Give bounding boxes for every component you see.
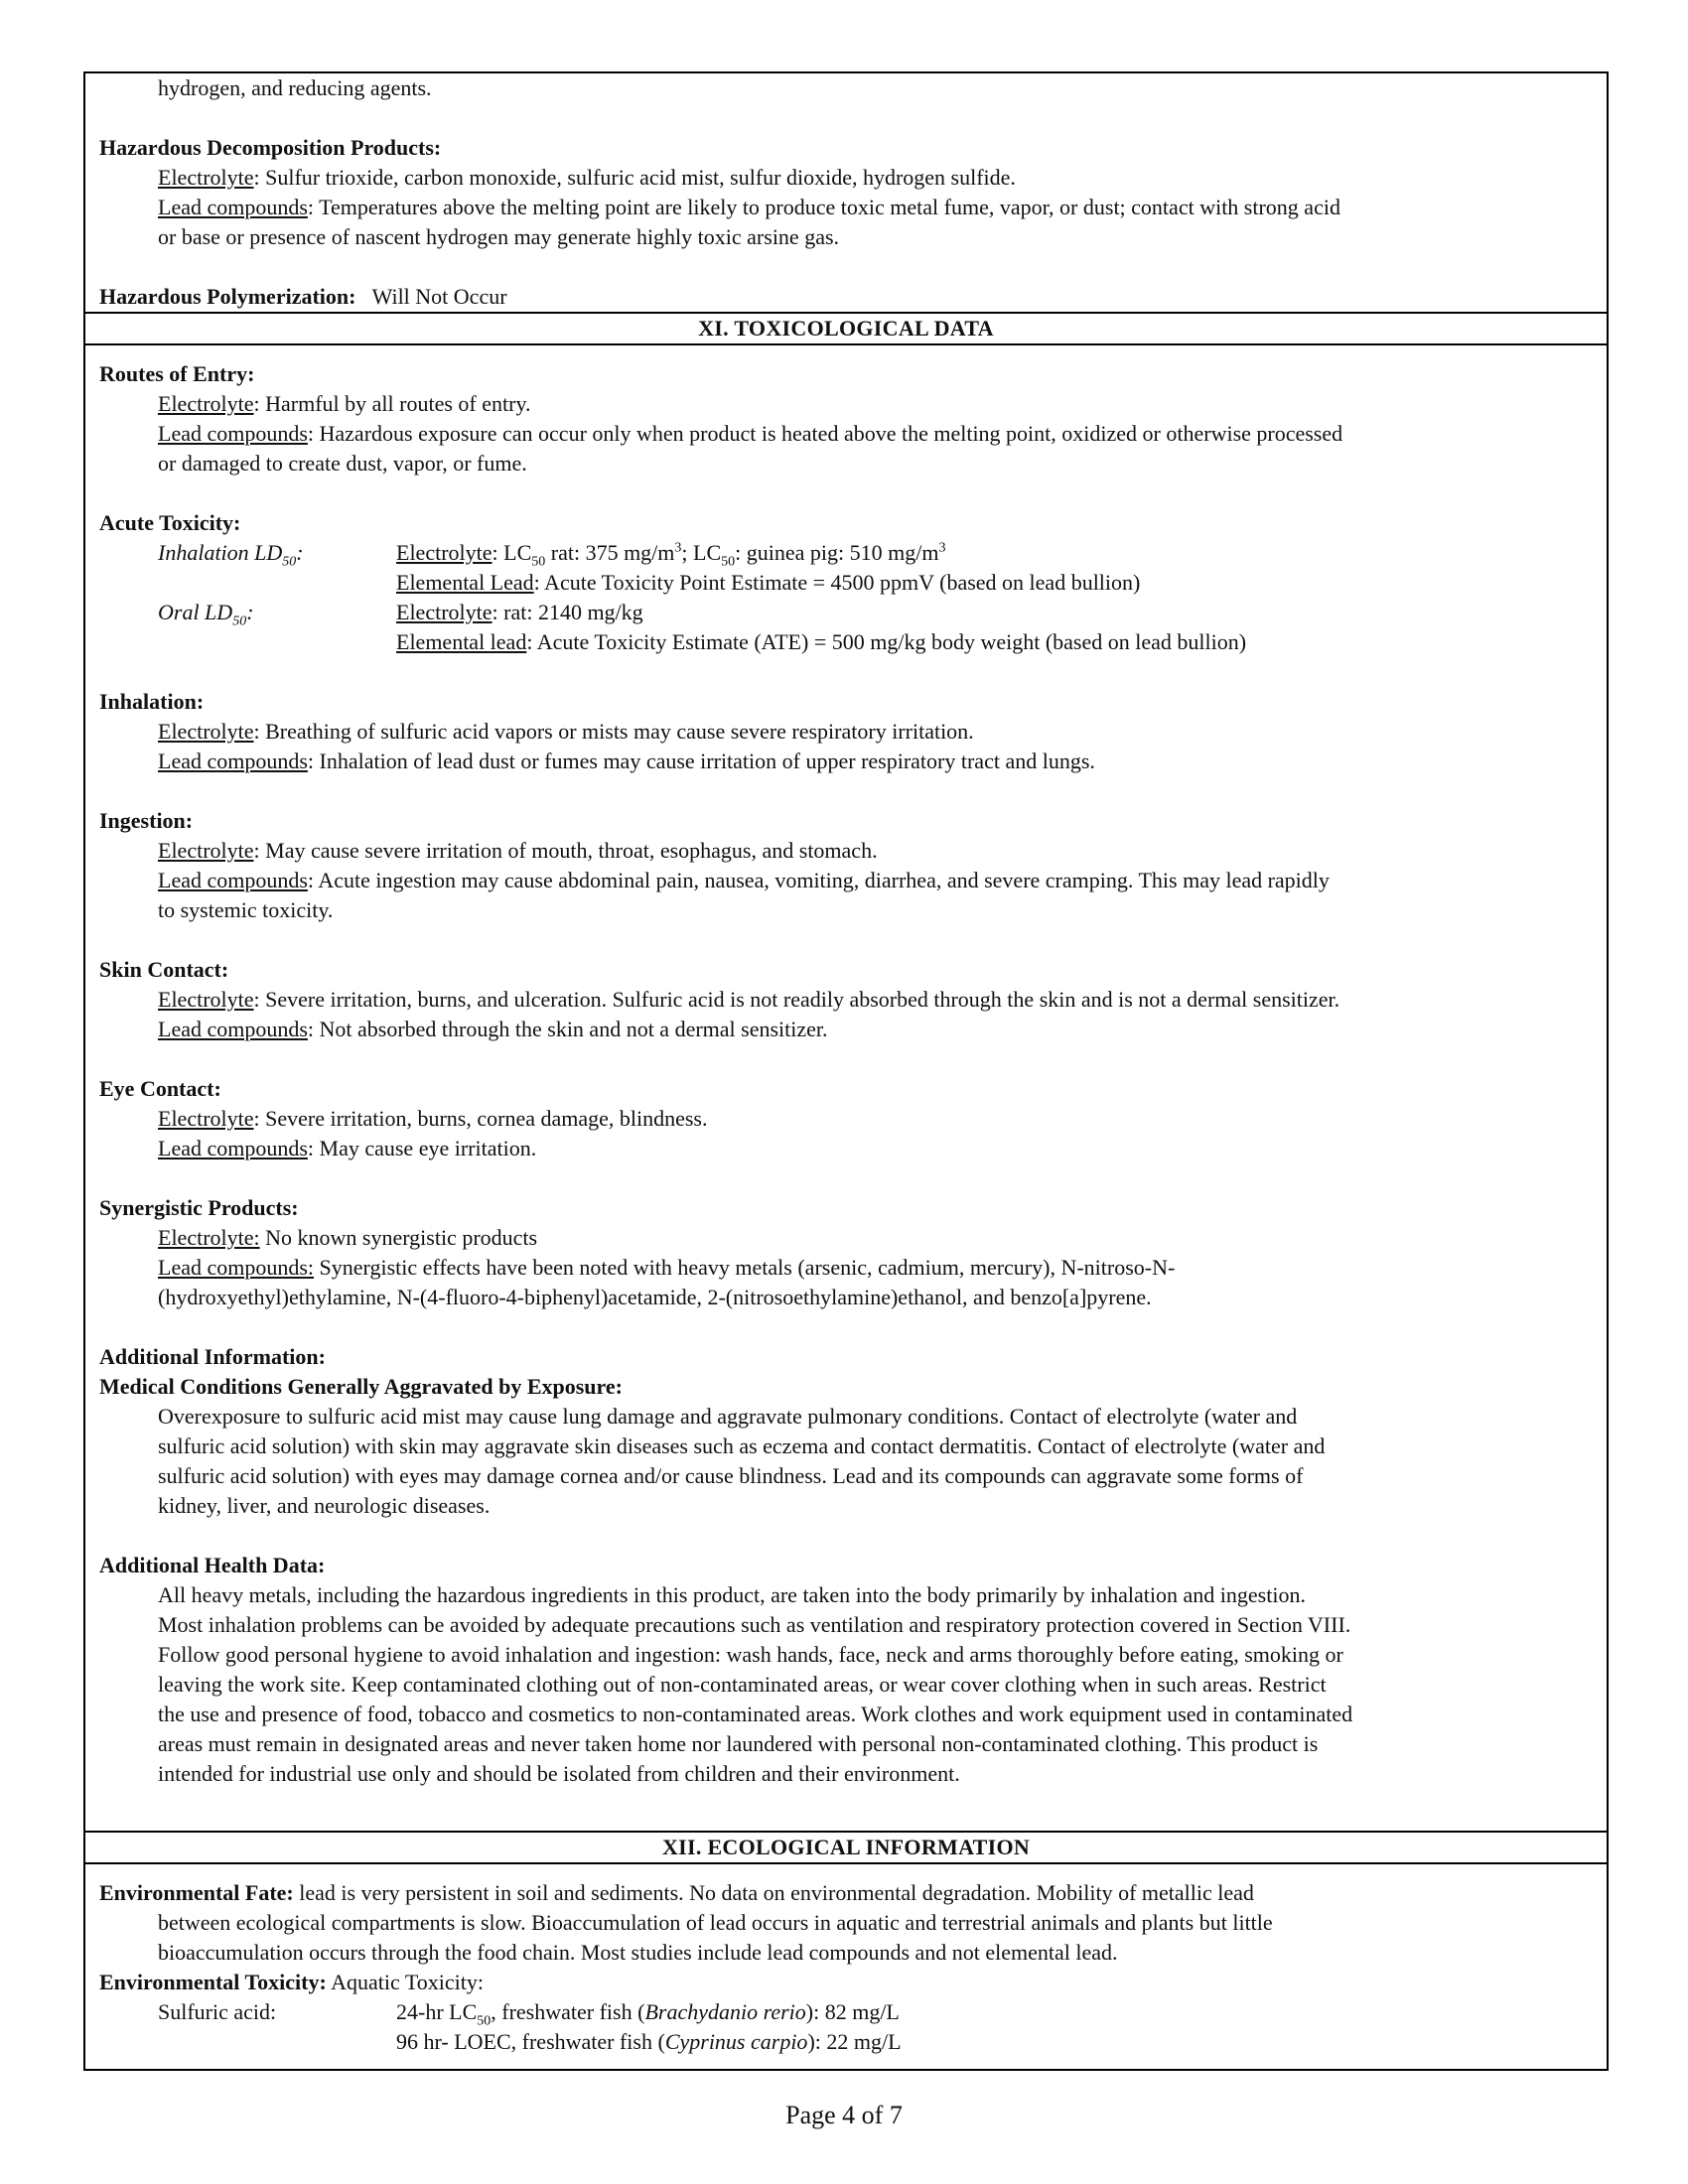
health-line: All heavy metals, including the hazardous ingredients in this product, are taken into the body primarily by inhalation and ingestion. — [158, 1582, 1306, 1607]
oral-elemental-lead: Elemental lead: Acute Toxicity Estimate (ATE) = 500 mg/kg body weight (based on lead bullion) — [396, 629, 1247, 654]
health-line: leaving the work site. Keep contaminated clothing out of non-contaminated areas, or wear cover clothing when in such areas. Restrict — [158, 1672, 1327, 1697]
health-title: Additional Health Data: — [99, 1553, 326, 1577]
environmental-fate: Environmental Fate: lead is very persistent in soil and sediments. No data on environmental degradation. Mobility of metallic lead — [99, 1880, 1254, 1905]
additional-line: kidney, liver, and neurologic diseases. — [158, 1493, 491, 1518]
eye-title: Eye Contact: — [99, 1076, 221, 1101]
eye-lead: Lead compounds: May cause eye irritation. — [158, 1136, 537, 1160]
toxicity-row: 24-hr $LC_{50}$, freshwater fish (Brachydanio rerio): 82 mg/L — [396, 1999, 900, 2029]
routes-title: Routes of Entry: — [99, 361, 255, 386]
eye-electrolyte: Electrolyte: Severe irritation, burns, cornea damage, blindness. — [158, 1106, 708, 1131]
health-line: areas must remain in designated areas and never taken home nor laundered with personal non-contaminated clothing. This product is — [158, 1731, 1319, 1756]
oral-electrolyte: Electrolyte: rat: 2140 mg/kg — [396, 600, 643, 624]
inhalation-lead: Lead compounds: Inhalation of lead dust or fumes may cause irritation of upper respiratory tract and lungs. — [158, 749, 1095, 773]
skin-lead: Lead compounds: Not absorbed through the skin and not a dermal sensitizer. — [158, 1017, 828, 1041]
environmental-toxicity: Environmental Toxicity: Aquatic Toxicity: — [99, 1970, 484, 1994]
inhalation-ld50-label: Inhalation $LD_{50}$: — [158, 540, 304, 570]
section-xi-heading: XI. TOXICOLOGICAL DATA — [85, 312, 1607, 345]
ingestion-title: Ingestion: — [99, 808, 194, 833]
acute-electrolyte-inhalation: Electrolyte: $LC_{50}$ rat: 375 $mg/m^3$; $LC_{50}$: guinea pig: 510 $mg/m^3$ — [396, 540, 946, 570]
health-line: the use and presence of food, tobacco and cosmetics to non-contaminated areas. Work clothes and work equipment used in contaminated — [158, 1702, 1353, 1726]
routes-lead: Lead compounds: Hazardous exposure can occur only when product is heated above the melting point, oxidized or otherwise processed — [158, 421, 1343, 446]
additional-line: Overexposure to sulfuric acid mist may cause lung damage and aggravate pulmonary conditions. Contact of electrolyte (water and — [158, 1404, 1298, 1429]
routes-lead-cont: or damaged to create dust, vapor, or fume. — [158, 451, 527, 476]
skin-electrolyte: Electrolyte: Severe irritation, burns, and ulceration. Sulfuric acid is not readily absorbed through the skin and is not a dermal sensitizer. — [158, 987, 1340, 1012]
health-line: intended for industrial use only and should be isolated from children and their environment. — [158, 1761, 960, 1786]
acute-title: Acute Toxicity: — [99, 510, 241, 535]
decomposition-lead-cont: or base or presence of nascent hydrogen may generate highly toxic arsine gas. — [158, 224, 840, 249]
decomposition-lead: Lead compounds: Temperatures above the melting point are likely to produce toxic metal fume, vapor, or dust; contact with strong acid — [158, 195, 1340, 219]
additional-title: Additional Information: — [99, 1344, 326, 1369]
additional-line: sulfuric acid solution) with eyes may damage cornea and/or cause blindness. Lead and its compounds can aggravate some forms of — [158, 1463, 1304, 1488]
decomposition-electrolyte: Electrolyte: Sulfur trioxide, carbon monoxide, sulfuric acid mist, sulfur dioxide, hydrogen sulfide. — [158, 165, 1016, 190]
ingestion-lead: Lead compounds: Acute ingestion may cause abdominal pain, nausea, vomiting, diarrhea, and severe cramping. This may lead rapidly — [158, 868, 1330, 892]
page-number: Page 4 of 7 — [785, 2101, 903, 2129]
skin-title: Skin Contact: — [99, 957, 229, 982]
document-frame — [83, 71, 1609, 2071]
synergy-electrolyte: Electrolyte: No known synergistic products — [158, 1225, 538, 1250]
ingestion-electrolyte: Electrolyte: May cause severe irritation of mouth, throat, esophagus, and stomach. — [158, 838, 878, 863]
sulfuric-acid-label: Sulfuric acid: — [158, 1999, 277, 2024]
environmental-fate-line: bioaccumulation occurs through the food chain. Most studies include lead compounds and not elemental lead. — [158, 1940, 1118, 1965]
section-xii-heading: XII. ECOLOGICAL INFORMATION — [85, 1831, 1607, 1864]
toxicity-row: 96 hr- LOEC, freshwater fish (Cyprinus carpio): 22 mg/L — [396, 2029, 902, 2054]
health-line: Most inhalation problems can be avoided by adequate precautions such as ventilation and respiratory protection covered in Section VIII. — [158, 1612, 1351, 1637]
health-line: Follow good personal hygiene to avoid inhalation and ingestion: wash hands, face, neck and arms thoroughly before eating, smoking or — [158, 1642, 1343, 1667]
inhalation-electrolyte: Electrolyte: Breathing of sulfuric acid vapors or mists may cause severe respiratory irritation. — [158, 719, 974, 744]
additional-subtitle: Medical Conditions Generally Aggravated by Exposure: — [99, 1374, 623, 1399]
decomposition-title: Hazardous Decomposition Products: — [99, 135, 442, 160]
routes-electrolyte: Electrolyte: Harmful by all routes of entry. — [158, 391, 531, 416]
ingestion-lead-cont: to systemic toxicity. — [158, 897, 334, 922]
oral-ld50-label: Oral $LD_{50}$: — [158, 600, 254, 629]
environmental-fate-line: between ecological compartments is slow. Bioaccumulation of lead occurs in aquatic and terrestrial animals and plants but little — [158, 1910, 1273, 1935]
continued-text: hydrogen, and reducing agents. — [158, 75, 432, 100]
polymerization: Hazardous Polymerization: Will Not Occur — [99, 284, 507, 309]
inhalation-title: Inhalation: — [99, 689, 205, 714]
synergy-lead: Lead compounds: Synergistic effects have been noted with heavy metals (arsenic, cadmium, mercury), N-nitroso-N- — [158, 1255, 1176, 1280]
acute-elemental-lead: Elemental Lead: Acute Toxicity Point Estimate = 4500 ppmV (based on lead bullion) — [396, 570, 1141, 595]
synergy-lead-cont: (hydroxyethyl)ethylamine, N-(4-fluoro-4-biphenyl)acetamide, 2-(nitrosoethylamine)ethanol, and benzo[a]pyrene. — [158, 1285, 1152, 1309]
additional-line: sulfuric acid solution) with skin may aggravate skin diseases such as eczema and contact dermatitis. Contact of electrolyte (water and — [158, 1433, 1326, 1458]
synergy-title: Synergistic Products: — [99, 1195, 299, 1220]
